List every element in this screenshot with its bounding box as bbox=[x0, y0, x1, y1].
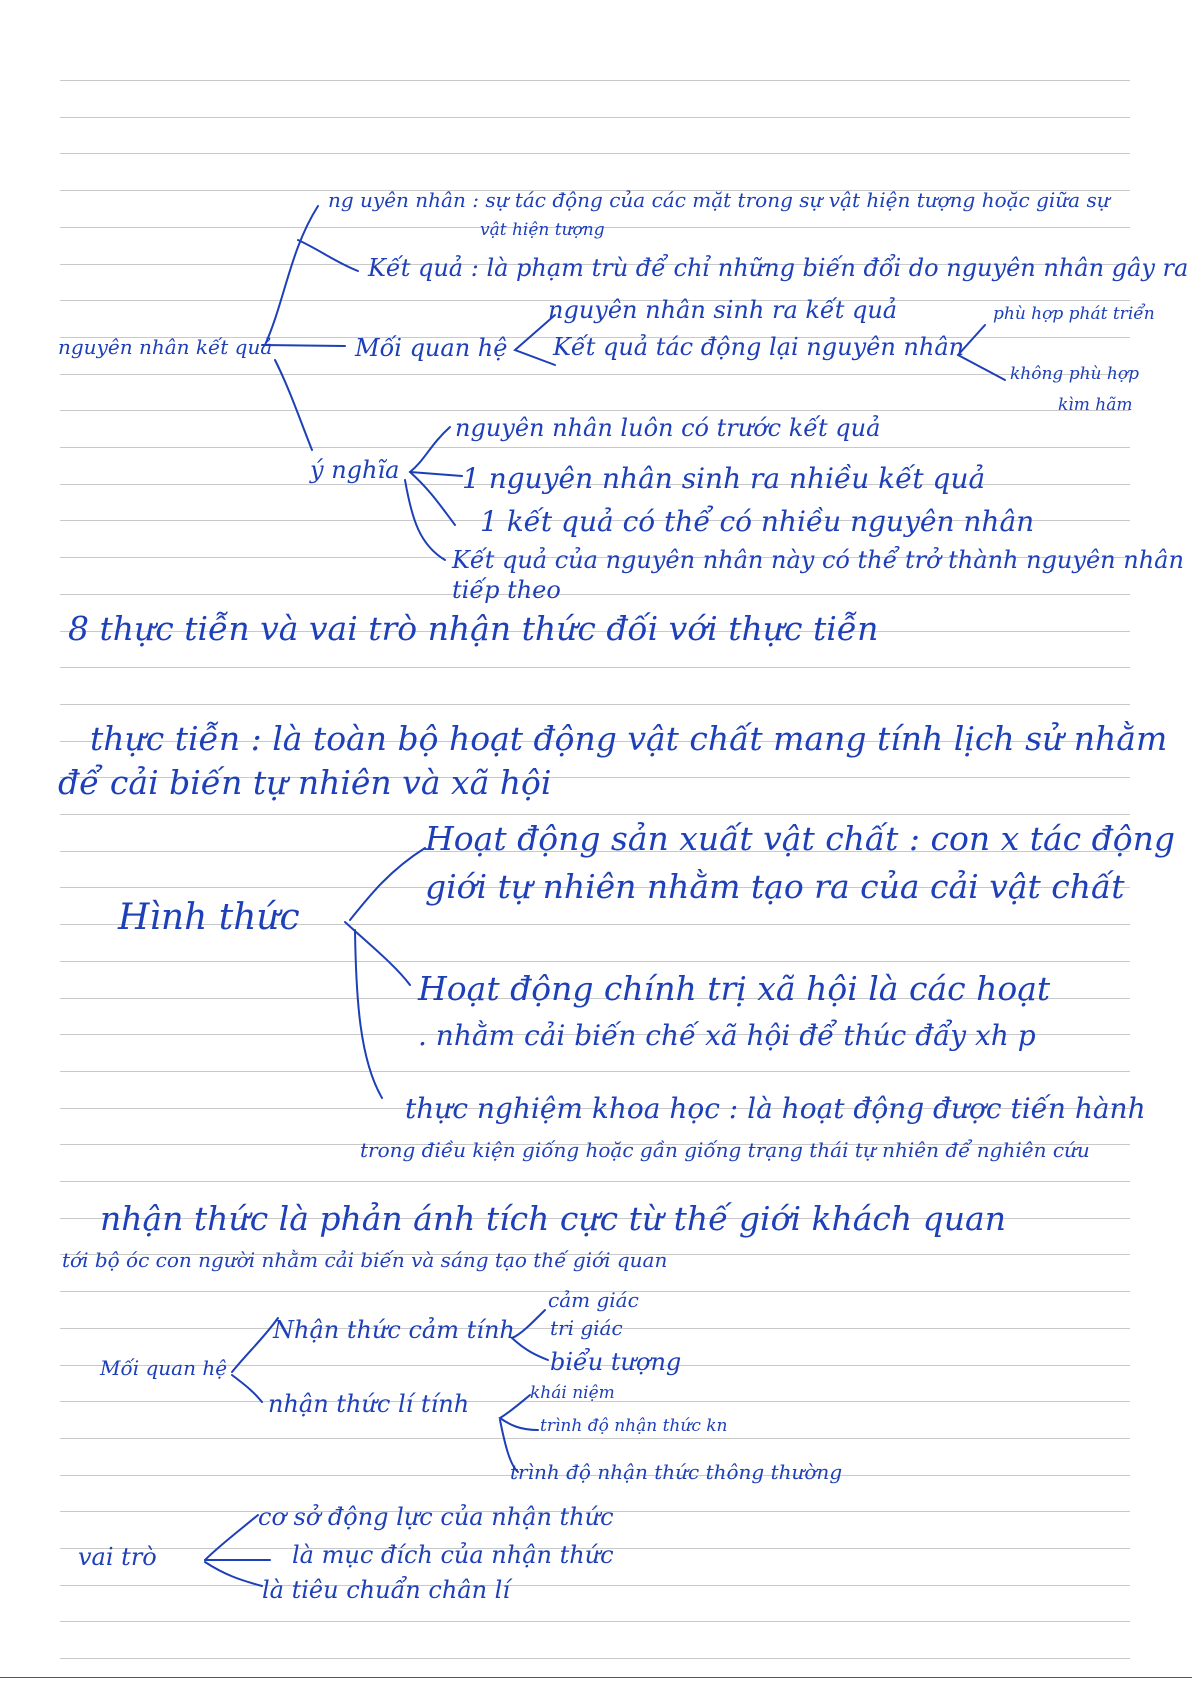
meaning-item-3: 1 kết quả có thể có nhiều nguyên nhân bbox=[480, 505, 1035, 538]
relation-item-2: Kết quả tác động lại nguyên nhân bbox=[553, 333, 965, 361]
definition-cause-cont: vật hiện tượng bbox=[480, 220, 605, 240]
branch-root-relation bbox=[262, 345, 345, 346]
form-1: Hoạt động sản xuất vật chất : con x tác động bbox=[425, 819, 1175, 858]
branch-role-3 bbox=[205, 1562, 262, 1586]
form-2-cont: . nhằm cải biến chế xã hội để thúc đẩy xh p bbox=[418, 1019, 1036, 1052]
branch-forms-3 bbox=[355, 930, 382, 1098]
rational-item-1: khái niệm bbox=[530, 1383, 615, 1403]
branch-relation-sub bbox=[958, 325, 1005, 380]
section-8-heading: 8 thực tiễn và vai trò nhận thức đối với thực tiễn bbox=[68, 609, 879, 648]
definition-cause: ng uyên nhân : sự tác động của các mặt trong sự vật hiện tượng hoặc giữa sự bbox=[328, 188, 1110, 212]
relation-label: Mối quan hệ bbox=[355, 334, 508, 362]
cause-effect-root: nguyên nhân kết quả bbox=[58, 335, 273, 359]
meaning-item-2: 1 nguyên nhân sinh ra nhiều kết quả bbox=[462, 462, 986, 495]
cognition-definition-cont: tới bộ óc con người nhằm cải biến và sáng tạo thế giới quan bbox=[62, 1248, 668, 1272]
form-3: thực nghiệm khoa học : là hoạt động được tiến hành bbox=[405, 1092, 1146, 1125]
branch-meaning-items bbox=[410, 427, 455, 525]
role-item-3: là tiêu chuẩn chân lí bbox=[262, 1576, 511, 1604]
form-3-cont: trong điều kiện giống hoặc gần giống trạng thái tự nhiên để nghiên cứu bbox=[360, 1138, 1090, 1162]
branch-root-effect bbox=[298, 240, 358, 271]
branch-forms-1 bbox=[350, 848, 425, 920]
forms-label: Hình thức bbox=[118, 897, 300, 938]
branch-meaning-stem bbox=[410, 472, 462, 476]
meaning-item-1: nguyên nhân luôn có trước kết quả bbox=[455, 414, 881, 442]
practice-definition-cont: để cải biến tự nhiên và xã hội bbox=[58, 763, 552, 802]
meaning-item-4-cont: tiếp theo bbox=[452, 576, 561, 604]
form-2: Hoạt động chính trị xã hội là các hoạt bbox=[418, 969, 1051, 1008]
branch-root-cause bbox=[265, 206, 318, 345]
cognition-relation-label: Mối quan hệ bbox=[100, 1356, 228, 1380]
meaning-label: ý nghĩa bbox=[310, 456, 400, 484]
relation-item-1: nguyên nhân sinh ra kết quả bbox=[548, 296, 898, 324]
rational-item-2: trình độ nhận thức kn bbox=[540, 1416, 728, 1436]
meaning-item-4: Kết quả của nguyên nhân này có thể trở thành nguyên nhân bbox=[452, 546, 1184, 574]
practice-definition: thực tiễn : là toàn bộ hoạt động vật chất mang tính lịch sử nhằm bbox=[90, 719, 1168, 758]
relation-sub-1: phù hợp phát triển bbox=[993, 304, 1155, 324]
role-label: vai trò bbox=[78, 1543, 157, 1571]
sensory-item-2: tri giác bbox=[550, 1316, 623, 1340]
rational-cognition-label: nhận thức lí tính bbox=[268, 1390, 470, 1418]
cognition-definition: nhận thức là phản ánh tích cực từ thế giới khách quan bbox=[100, 1199, 1006, 1238]
sensory-cognition-label: Nhận thức cảm tính bbox=[273, 1316, 515, 1344]
relation-sub-2: không phù hợp bbox=[1010, 364, 1139, 384]
branch-meaning-tail bbox=[405, 480, 445, 560]
branch-role-1 bbox=[205, 1515, 258, 1560]
relation-sub-2-cont: kìm hãm bbox=[1058, 395, 1133, 415]
sensory-item-1: cảm giác bbox=[548, 1288, 639, 1312]
sensory-item-3: biểu tượng bbox=[550, 1348, 682, 1376]
branch-cog-sensory bbox=[232, 1318, 278, 1372]
rational-item-3: trình độ nhận thức thông thường bbox=[510, 1460, 843, 1484]
role-item-1: cơ sở động lực của nhận thức bbox=[258, 1503, 614, 1531]
branch-sensory-items bbox=[512, 1310, 548, 1360]
definition-effect: Kết quả : là phạm trù để chỉ những biến đổi do nguyên nhân gây ra bbox=[368, 254, 1189, 282]
branch-cog-rational bbox=[232, 1375, 262, 1402]
branch-root-meaning bbox=[275, 360, 312, 450]
role-item-2: là mục đích của nhận thức bbox=[292, 1541, 614, 1569]
form-1-cont: giới tự nhiên nhằm tạo ra của cải vật chất bbox=[425, 867, 1125, 906]
